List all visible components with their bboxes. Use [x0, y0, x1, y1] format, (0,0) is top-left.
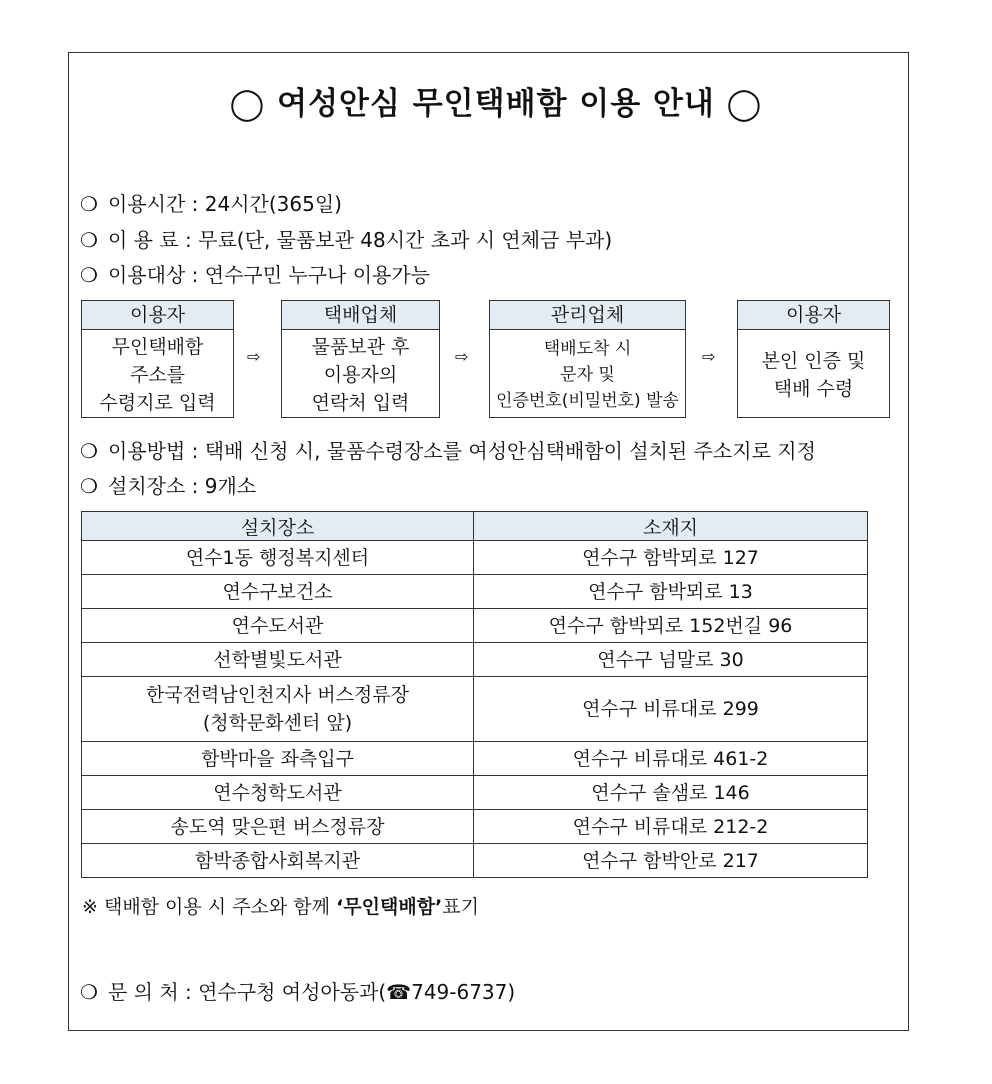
- flow-step-line: 이용자의: [323, 363, 398, 386]
- locations-table: [81, 511, 868, 878]
- table-header-row: [82, 512, 868, 541]
- note-emphasis: ‘무인택배함’: [336, 896, 443, 918]
- address-cell: 연수구 비류대로 299: [474, 677, 868, 742]
- info-label: 이 용 료 :: [108, 228, 192, 252]
- flow-step-line: 문자 및: [560, 364, 615, 385]
- address-cell: 연수구 넘말로 30: [474, 643, 868, 677]
- address-cell: 연수구 함박뫼로 127: [474, 541, 868, 575]
- info-label: 문 의 처 :: [108, 980, 192, 1004]
- table-row: [82, 810, 868, 844]
- place-cell: 연수청학도서관: [82, 776, 474, 810]
- note-prefix: ※ 택배함 이용 시 주소와 함께: [82, 896, 337, 918]
- place-cell: 선학별빛도서관: [82, 643, 474, 677]
- table-row: [82, 541, 868, 575]
- place-cell: 함박종합사회복지관: [82, 844, 474, 878]
- page-title: ◯ 여성안심 무인택배함 이용 안내 ◯: [229, 86, 763, 122]
- flow-step-header: 택배업체: [282, 301, 439, 330]
- info-value: 24시간(365일): [204, 192, 342, 216]
- flow-step-courier: [281, 300, 440, 418]
- address-cell: 연수구 비류대로 461-2: [474, 742, 868, 776]
- info-value: 택배 신청 시, 물품수령장소를 여성안심택배함이 설치된 주소지로 지정: [204, 439, 816, 463]
- address-cell: 연수구 함박뫼로 152번길 96: [474, 609, 868, 643]
- address-cell: 연수구 함박안로 217: [474, 844, 868, 878]
- place-cell: 연수도서관: [82, 609, 474, 643]
- place-cell: 송도역 맞은편 버스정류장: [82, 810, 474, 844]
- info-line-method: [80, 435, 816, 464]
- table-row: [82, 677, 868, 742]
- flow-step-line: 인증번호(비밀번호) 발송: [496, 390, 679, 411]
- info-line-fee: [80, 224, 612, 253]
- info-value: 9개소: [204, 474, 257, 498]
- info-line-hours: [80, 188, 342, 217]
- flow-arrow-icon: ⇨: [702, 347, 716, 366]
- flow-step-receive: [737, 300, 890, 418]
- bullet-icon: ❍: [80, 439, 98, 463]
- flow-step-manager: [489, 300, 686, 418]
- flow-step-line: 본인 인증 및: [761, 349, 866, 372]
- info-value: 연수구민 누구나 이용가능: [204, 263, 430, 287]
- table-row: [82, 844, 868, 878]
- flow-step-line: 주소를: [129, 363, 186, 386]
- place-cell: 연수1동 행정복지센터: [82, 541, 474, 575]
- table-row: [82, 742, 868, 776]
- flow-step-line: 무인택배함: [111, 335, 204, 358]
- address-cell: 연수구 솔샘로 146: [474, 776, 868, 810]
- address-cell: 연수구 함박뫼로 13: [474, 575, 868, 609]
- flow-step-body: [282, 330, 439, 419]
- flow-step-body: [490, 330, 685, 419]
- table-row: [82, 575, 868, 609]
- table-row: [82, 776, 868, 810]
- flow-step-header: 이용자: [82, 301, 233, 330]
- flow-step-header: 이용자: [738, 301, 889, 330]
- info-label: 설치장소 :: [108, 474, 199, 498]
- flow-step-body: [738, 330, 889, 419]
- flow-arrow-icon: ⇨: [455, 347, 469, 366]
- note-suffix: 표기: [442, 896, 479, 918]
- place-cell: 함박마을 좌측입구: [82, 742, 474, 776]
- bullet-icon: ❍: [80, 228, 98, 252]
- info-line-target: [80, 259, 430, 288]
- usage-note: [82, 892, 479, 919]
- column-header-place: 설치장소: [82, 512, 474, 541]
- flow-step-user: [81, 300, 234, 418]
- flow-arrow-icon: ⇨: [247, 347, 261, 366]
- info-label: 이용시간 :: [108, 192, 199, 216]
- flow-step-line: 물품보관 후: [311, 335, 410, 358]
- flow-step-line: 연락처 입력: [311, 391, 410, 414]
- bullet-icon: ❍: [80, 263, 98, 287]
- place-cell: 한국전력남인천지사 버스정류장 (청학문화센터 앞): [82, 677, 474, 742]
- flow-step-line: 수령지로 입력: [99, 391, 216, 414]
- info-line-sites: [80, 470, 256, 499]
- flow-step-line: 택배 수령: [773, 377, 854, 400]
- bullet-icon: ❍: [80, 980, 98, 1004]
- bullet-icon: ❍: [80, 192, 98, 216]
- table-row: [82, 609, 868, 643]
- info-label: 이용방법 :: [108, 439, 199, 463]
- flow-step-header: 관리업체: [490, 301, 685, 330]
- info-label: 이용대상 :: [108, 263, 199, 287]
- bullet-icon: ❍: [80, 474, 98, 498]
- place-cell: 연수구보건소: [82, 575, 474, 609]
- flow-step-body: [82, 330, 233, 419]
- info-value: 무료(단, 물품보관 48시간 초과 시 연체금 부과): [198, 228, 613, 252]
- info-value: 연수구청 여성아동과(☎749-6737): [198, 980, 516, 1004]
- address-cell: 연수구 비류대로 212-2: [474, 810, 868, 844]
- info-line-contact: [80, 976, 515, 1005]
- column-header-address: 소재지: [474, 512, 868, 541]
- flow-step-line: 택배도착 시: [543, 338, 632, 359]
- table-row: [82, 643, 868, 677]
